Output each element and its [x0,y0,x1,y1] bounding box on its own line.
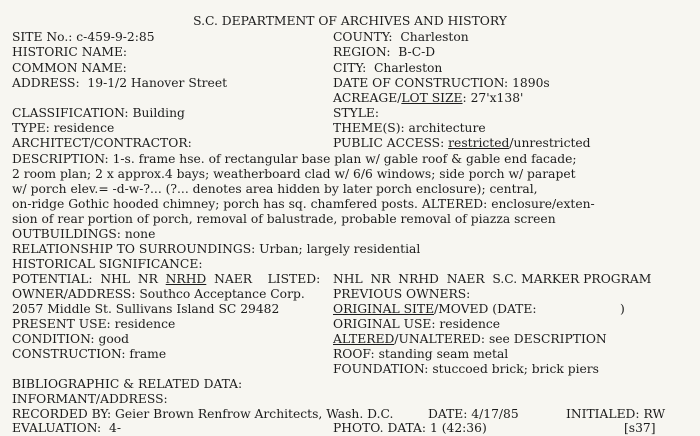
site-number: SITE No.: c-459-9-2:85 [12,30,155,44]
original-site-rest: /MOVED (DATE: [434,302,537,316]
original-site [333,302,536,316]
department-header: S.C. DEPARTMENT OF ARCHIVES AND HISTORY [193,14,507,28]
potential-selected: NRHD [165,272,207,286]
owner-address: OWNER/ADDRESS: Southco Acceptance Corp. [12,287,305,301]
evaluation: EVALUATION: 4- [12,421,121,435]
public-access-label: PUBLIC ACCESS: [333,136,449,150]
potential [12,272,320,286]
architect-contractor: ARCHITECT/CONTRACTOR: [12,136,192,150]
relationship-to-surroundings: RELATIONSHIP TO SURROUNDINGS: Urban; largely residential [12,242,421,256]
potential-suffix: NAER LISTED: [206,272,321,286]
style: STYLE: [333,106,380,120]
acreage-lot-size [333,91,523,105]
public-access [333,136,591,150]
historic-name: HISTORIC NAME: [12,45,128,59]
construction: CONSTRUCTION: frame [12,347,167,361]
record-date: DATE: 4/17/85 [428,407,519,421]
roof: ROOF: standing seam metal [333,347,509,361]
initialed: INITIALED: RW [566,407,666,421]
themes: THEME(S): architecture [333,121,486,135]
region: REGION: B-C-D [333,45,436,59]
public-access-rest: /unrestricted [509,136,591,150]
acreage-label: ACREAGE/ [333,91,402,105]
condition: CONDITION: good [12,332,130,346]
description-line: DESCRIPTION: 1-s. frame hse. of rectangular base plan w/ gable roof & gable end facade; [12,152,577,166]
outbuildings: OUTBUILDINGS: none [12,227,156,241]
date-of-construction: DATE OF CONSTRUCTION: 1890s [333,76,550,90]
card-code: [s37] [624,421,656,435]
owner-address-line2: 2057 Middle St. Sullivans Island SC 29482 [12,302,280,316]
historical-significance: HISTORICAL SIGNIFICANCE: [12,257,203,271]
county: COUNTY: Charleston [333,30,469,44]
foundation: FOUNDATION: stuccoed brick; brick piers [333,362,599,376]
public-access-selected: restricted [448,136,510,150]
photo-data: PHOTO. DATA: 1 (42:36) [333,421,487,435]
lot-size-value: : 27'x138' [462,91,524,105]
original-site-close: ) [620,302,625,316]
altered-rest: /UNALTERED: see DESCRIPTION [394,332,607,346]
lot-size-label: LOT SIZE [401,91,463,105]
altered-selected: ALTERED [333,332,395,346]
recorded-by: RECORDED BY: Geier Brown Renfrow Architects, Wash. D.C. [12,407,394,421]
address: ADDRESS: 19-1/2 Hanover Street [12,76,228,90]
previous-owners: PREVIOUS OWNERS: [333,287,471,301]
present-use: PRESENT USE: residence [12,317,176,331]
listed-options: NHL NR NRHD NAER S.C. MARKER PROGRAM [333,272,652,286]
description-line: on-ridge Gothic hooded chimney; porch has sq. chamfered posts. ALTERED: enclosure/exten- [12,197,595,211]
altered [333,332,607,346]
description-line: 2 room plan; 2 x approx.4 bays; weatherboard clad w/ 6/6 windows; side porch w/ parapet [12,167,576,181]
description-line: sion of rear portion of porch, removal of balustrade, probable removal of piazza screen [12,212,556,226]
classification: CLASSIFICATION: Building [12,106,185,120]
common-name: COMMON NAME: [12,61,127,75]
description-line: w/ porch elev.= -d-w-?... (?... denotes area hidden by later porch enclosure); central, [12,182,538,196]
original-site-selected: ORIGINAL SITE [333,302,435,316]
informant-address: INFORMANT/ADDRESS: [12,392,168,406]
type: TYPE: residence [12,121,115,135]
potential-prefix: POTENTIAL: NHL NR [12,272,166,286]
original-use: ORIGINAL USE: residence [333,317,501,331]
city: CITY: Charleston [333,61,443,75]
bibliographic-data: BIBLIOGRAPHIC & RELATED DATA: [12,377,243,391]
